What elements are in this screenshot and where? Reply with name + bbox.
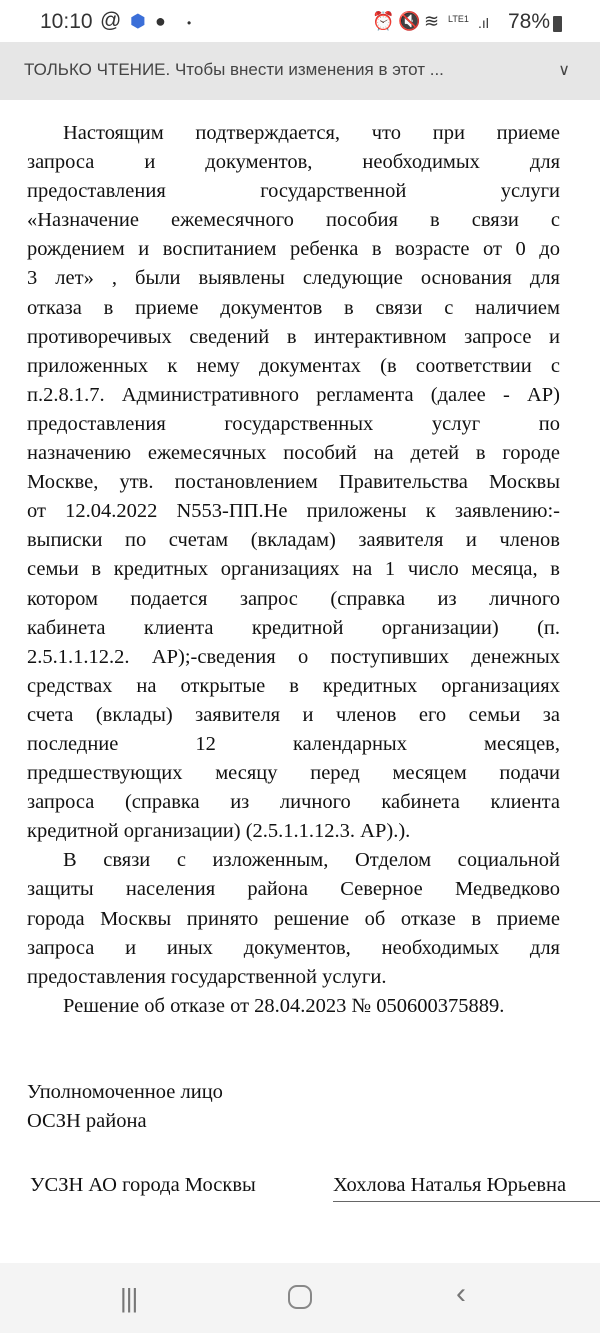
battery-icon xyxy=(553,16,562,32)
signature-role-line1: Уполномоченное лицо xyxy=(27,1081,223,1103)
document-line: семьи в кредитных организациях на 1 число месяца, в xyxy=(27,558,560,581)
status-bar xyxy=(0,0,600,42)
document-line: последние 12 календарных месяцев, xyxy=(27,732,560,755)
document-line: п.2.8.1.7. Административного регламента (далее - АР) xyxy=(27,383,560,406)
document-line: 3 лет» , были выявлены следующие основания для xyxy=(27,267,560,290)
document-line: Настоящим подтверждается, что при приеме xyxy=(63,122,560,144)
dot-icon: • xyxy=(187,16,192,30)
document-line: В связи с изложенным, Отделом социальной xyxy=(63,849,560,872)
cloud-icon: ● xyxy=(155,11,166,31)
document-line: противоречивых сведений в интерактивном запросе и xyxy=(27,325,560,348)
document-line: 2.5.1.1.12.2. АР);-сведения о поступивших денежных xyxy=(27,645,560,668)
document-line: приложенных к нему документах (в соответствии с xyxy=(27,354,560,377)
recent-apps-button[interactable]: ||| xyxy=(120,1283,138,1313)
battery-level: 78% xyxy=(507,10,550,33)
mute-icon: 🔇 xyxy=(398,11,421,31)
signature-organization: УСЗН АО города Москвы xyxy=(30,1174,256,1196)
document-line: котором подается запрос (справка из личного xyxy=(27,587,560,610)
document-line: «Назначение ежемесячного пособия в связи с xyxy=(27,209,560,232)
document-line: Решение об отказе от 28.04.2023 № 050600375889. xyxy=(63,994,505,1017)
banner-text: ТОЛЬКО ЧТЕНИЕ. Чтобы внести изменения в этот ... xyxy=(24,60,444,79)
back-button[interactable]: ‹ xyxy=(456,1277,466,1310)
document-line: предоставления государственной услуги. xyxy=(27,965,387,988)
document-line: кредитной организации) (2.5.1.1.12.3. АР).). xyxy=(27,820,411,843)
alarm-icon: ⏰ xyxy=(372,11,395,31)
document-line: предоставления государственной услуги xyxy=(27,180,560,203)
document-line: от 12.04.2022 N553-ПП.Не приложены к заявлению:- xyxy=(27,500,560,523)
document-line: назначению ежемесячных пособий на детей в городе xyxy=(27,442,560,465)
document-line: выписки по счетам (вкладам) заявителя и членов xyxy=(27,529,560,552)
wifi-icon: ≋ xyxy=(424,11,440,31)
document-line: запроса (справка из личного кабинета клиента xyxy=(27,791,560,814)
document-line: средствах на открытые в кредитных организациях xyxy=(27,674,560,697)
chevron-down-icon[interactable]: ∨ xyxy=(558,62,570,79)
signature-role-line2: ОСЗН района xyxy=(27,1110,147,1132)
document-line: отказа в приеме документов в связи с наличием xyxy=(27,296,560,319)
document-line: предшествующих месяцу перед месяцем подачи xyxy=(27,762,560,785)
signature-name: Хохлова Наталья Юрьевна xyxy=(333,1174,600,1202)
document-line: Москве, утв. постановлением Правительства Москвы xyxy=(27,471,560,494)
app-icon: ⬢ xyxy=(130,11,146,31)
document-line: предоставления государственных услуг по xyxy=(27,412,560,435)
at-icon: @ xyxy=(100,9,122,32)
document-line: запроса и документов, необходимых для xyxy=(27,151,560,174)
document-line: кабинета клиента кредитной организации) (п. xyxy=(27,616,560,639)
navigation-bar xyxy=(0,1263,600,1333)
document-line: счета (вклады) заявителя и членов его семьи за xyxy=(27,703,560,726)
lte-icon: LTE1 xyxy=(448,14,469,24)
document-body xyxy=(27,119,560,1021)
document-line: рождением и воспитанием ребенка в возрасте от 0 до xyxy=(27,238,560,261)
document-line: защиты населения района Северное Медведково xyxy=(27,878,560,901)
document-line: города Москвы принято решение об отказе в приеме xyxy=(27,907,560,930)
document-line: запроса и иных документов, необходимых для xyxy=(27,936,560,959)
signal-icon: .ıl xyxy=(478,15,489,31)
home-button[interactable] xyxy=(288,1285,312,1309)
status-time: 10:10 xyxy=(40,10,93,33)
read-only-banner[interactable] xyxy=(0,42,600,100)
